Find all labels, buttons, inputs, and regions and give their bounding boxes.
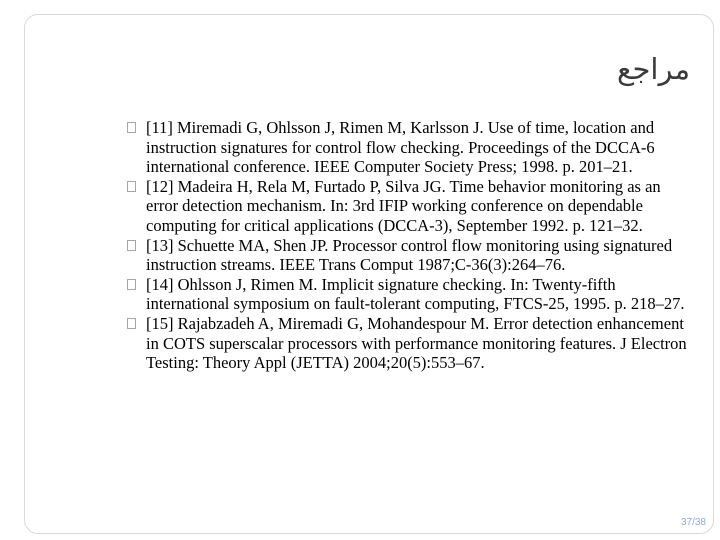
square-bullet-icon (127, 318, 136, 329)
reference-text: [11] Miremadi G, Ohlsson J, Rimen M, Karlsson J. Use of time, location and instruction signatures for control flow checking. Proceedings of the DCCA-6 international conference. IEEE Computer Society Press; 1998. p. 201–21. (146, 118, 655, 177)
reference-text: [14] Ohlsson J, Rimen M. Implicit signature checking. In: Twenty-fifth international symposium on fault-tolerant computing, FTCS-25, 1995. p. 218–27. (146, 274, 685, 314)
slide-title: مراجع (617, 52, 690, 86)
square-bullet-icon (127, 122, 136, 133)
reference-item (0, 118, 720, 177)
square-bullet-icon (127, 240, 136, 251)
reference-list (0, 118, 720, 373)
square-bullet-icon (127, 181, 136, 192)
reference-text: [15] Rajabzadeh A, Miremadi G, Mohandespour M. Error detection enhancement in COTS superscalar processors with performance monitoring features. J Electron Testing: Theory Appl (JETTA) 2004;20(5):553–67. (146, 313, 687, 373)
reference-item (0, 177, 720, 236)
reference-text: [12] Madeira H, Rela M, Furtado P, Silva JG. Time behavior monitoring as an error detection mechanism. In: 3rd IFIP working conference on dependable computing for critical applications (DCCA-3), September 1992. p. 121–32. (146, 176, 661, 235)
reference-item (0, 275, 720, 314)
square-bullet-icon (127, 279, 136, 290)
reference-text: [13] Schuette MA, Shen JP. Processor control flow monitoring using signatured instruction streams. IEEE Trans Comput 1987;C-36(3):264–76. (146, 235, 673, 275)
page-number: 37/38 (680, 517, 706, 528)
reference-item (0, 236, 720, 275)
reference-item (0, 314, 720, 373)
